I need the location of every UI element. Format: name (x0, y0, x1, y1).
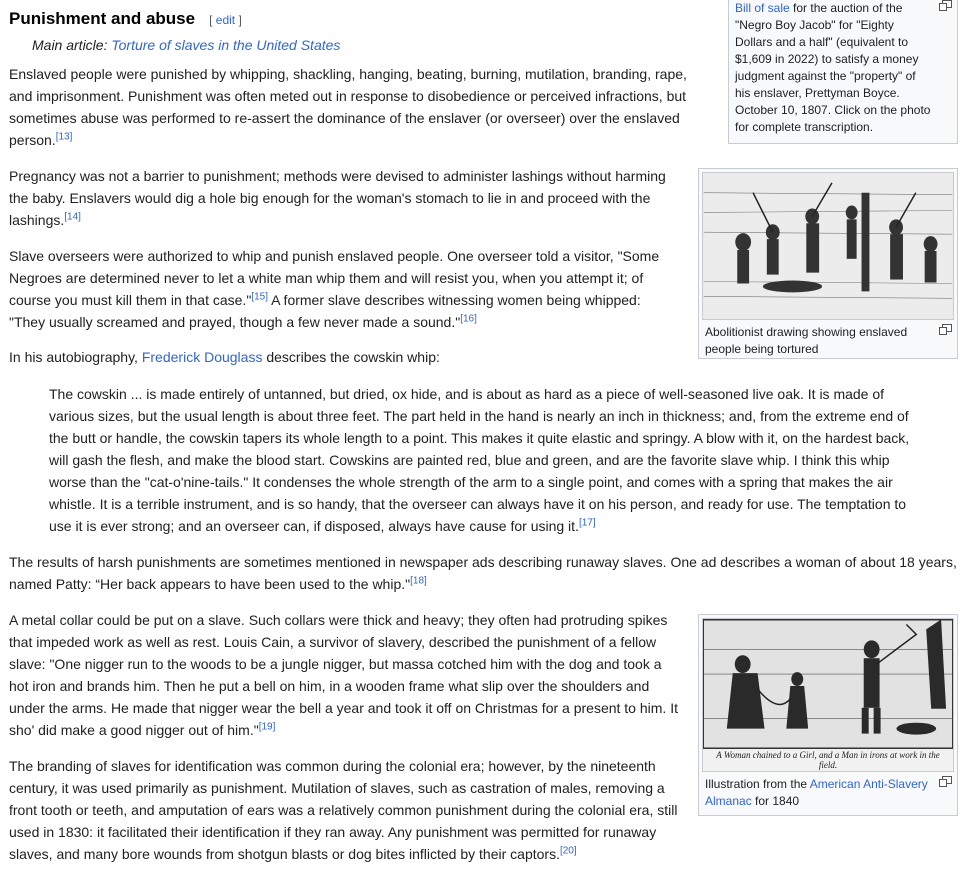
ref-14[interactable]: [14] (64, 211, 81, 223)
quote-text: The cowskin ... is made entirely of untanned, but dried, ox hide, and is about as hard as a piece of well-seasoned live oak. It is made of various sizes, but the usual length is about three feet. The part held in the hand is nearly an inch in thickness; and, from the extreme end of the butt or handle, the cowskin tapers its whole length to a point. This makes it quite elastic and springy. A blow with it, on the hardest back, will gash the flesh, and make the blood start. Cowskins are painted red, blue and green, and are the favorite slave whip. I think this whip worse than the "cat-o'nine-tails." It condenses the whole strength of the arm to a single point, and comes with a spring that makes the air whistle. It is a terrible instrument, and is so handy, that the overseer can always have it on his person, and ready for use. The temptation to use it is ever strong; and an overseer can, if disposed, always have cause for using it. (49, 386, 910, 534)
ref-16[interactable]: [16] (460, 313, 477, 325)
section-title: Punishment and abuse (9, 9, 196, 28)
anti-slavery-almanac-link[interactable]: American Anti-Slavery Almanac (705, 777, 928, 808)
almanac-caption-text-a: Illustration from the (705, 777, 810, 791)
ref-19[interactable]: [19] (258, 721, 276, 733)
bill-caption-text: for the auction of the "Negro Boy Jacob" for "Eighty Dollars and a half" (equivalent to $1,609 in 2022) to satisfy a money judgment against the "property" of his enslaver, Prettyman Boyce. October 10, 1807. Click on the photo for complete transcription. (735, 1, 931, 134)
engraving-illustration-icon (703, 173, 953, 319)
almanac-illustration-image[interactable] (702, 618, 954, 772)
almanac-caption-text-b: for 1840 (751, 794, 800, 808)
magnify-clip-icon[interactable] (939, 776, 950, 785)
thumb-almanac-caption (702, 772, 954, 812)
ref-13[interactable]: [13] (55, 131, 73, 143)
almanac-image-caption: A Woman chained to a Girl, and a Man in irons at work in the field. (716, 750, 940, 770)
magnify-clip-icon[interactable] (939, 0, 950, 9)
thumb-almanac-illustration (698, 614, 958, 816)
woodcut-illustration-icon (703, 619, 953, 749)
hatnote-prefix: Main article: (32, 37, 112, 53)
main-article-link[interactable]: Torture of slaves in the United States (111, 37, 341, 53)
douglass-quote (49, 383, 919, 537)
paragraph-6-text: A metal collar could be put on a slave. Such collars were thick and heavy; they often had protruding spikes that impeded work as well as rest. Louis Cain, a survivor of slavery, described the punishment of a fellow slave: "One nigger run to the woods to be a jungle nigger, but massa cotched him with the dog and took a hot iron and brands him. Then he put a bell on him, in a wooden frame what slip over the shoulders and under the arms. He made that nigger wear the bell a year and took it off on Christmas for a present to him. It sho' did make a good nigger out of him." (9, 612, 678, 738)
paragraph-2 (9, 165, 679, 231)
edit-section (209, 9, 242, 31)
edit-link[interactable]: edit (215, 13, 236, 27)
paragraph-4 (9, 346, 679, 368)
paragraph-3-text-a: Slave overseers were authorized to whip and punish enslaved people. One overseer told a visitor, "Some Negroes are determined never to let a white man whip them and will resist you, when you attempt it; of course you must kill them in that case." (9, 248, 660, 308)
paragraph-7-text: The branding of slaves for identification was common during the colonial era; however, by the nineteenth century, it was used primarily as punishment. Mutilation of slaves, such as castration of males, removing a front tooth or teeth, and amputation of ears was a relatively common punishment during the colonial era, still used in 1830: it facilitated their identification if they ran away. Any punishment was permitted for runaway slaves, and many bore wounds from shotgun blasts or dog bites inflicted by their captors. (9, 758, 678, 862)
frederick-douglass-link[interactable]: Frederick Douglass (141, 349, 263, 365)
paragraph-1-text: Enslaved people were punished by whipping, shackling, hanging, beating, burning, mutilation, branding, rape, and imprisonment. Punishment was often meted out in response to disobedience or perceived infractions, but sometimes abuse was performed to re-assert the dominance of the enslaver (or overseer) over the enslaved person. (9, 66, 687, 148)
paragraph-4-text-b: describes the cowskin whip: (262, 349, 440, 365)
thumb-abolitionist-caption (702, 320, 954, 360)
paragraph-3 (9, 245, 679, 333)
ref-20[interactable]: [20] (559, 845, 577, 857)
section-heading (9, 8, 242, 32)
paragraph-1 (9, 63, 697, 151)
thumb-bill-of-sale (728, 0, 958, 144)
ref-15[interactable]: [15] (251, 291, 268, 303)
thumb-bill-caption (732, 0, 954, 138)
paragraph-5 (9, 551, 969, 595)
paragraph-3-text-b: A former slave describes witnessing women being whipped: "They usually screamed and prayed, though a few never made a sound." (9, 292, 641, 330)
ref-17[interactable]: [17] (578, 517, 596, 529)
magnify-clip-icon[interactable] (939, 324, 950, 333)
edit-bracket-close: ] (238, 13, 242, 27)
abolitionist-drawing-image[interactable] (702, 172, 954, 320)
paragraph-7 (9, 755, 679, 865)
bill-of-sale-link[interactable]: Bill of sale (735, 1, 790, 15)
ref-18[interactable]: [18] (410, 575, 427, 587)
paragraph-6 (9, 609, 679, 741)
main-article-hatnote (32, 34, 340, 56)
thumb-abolitionist-drawing (698, 168, 958, 359)
paragraph-5-text: The results of harsh punishments are sometimes mentioned in newspaper ads describing runaway slaves. One ad describes a woman of about 18 years, named Patty: “Her back appears to have been used to the whip." (9, 554, 957, 592)
abolitionist-caption-text: Abolitionist drawing showing enslaved people being tortured (705, 325, 908, 356)
paragraph-4-text-a: In his autobiography, (9, 349, 142, 365)
paragraph-2-text: Pregnancy was not a barrier to punishment; methods were devised to administer lashings without harming the baby. Enslavers would dig a hole big enough for the woman's stomach to lie in and proceed with the lashings. (9, 168, 666, 228)
edit-bracket-open: [ (209, 13, 213, 27)
